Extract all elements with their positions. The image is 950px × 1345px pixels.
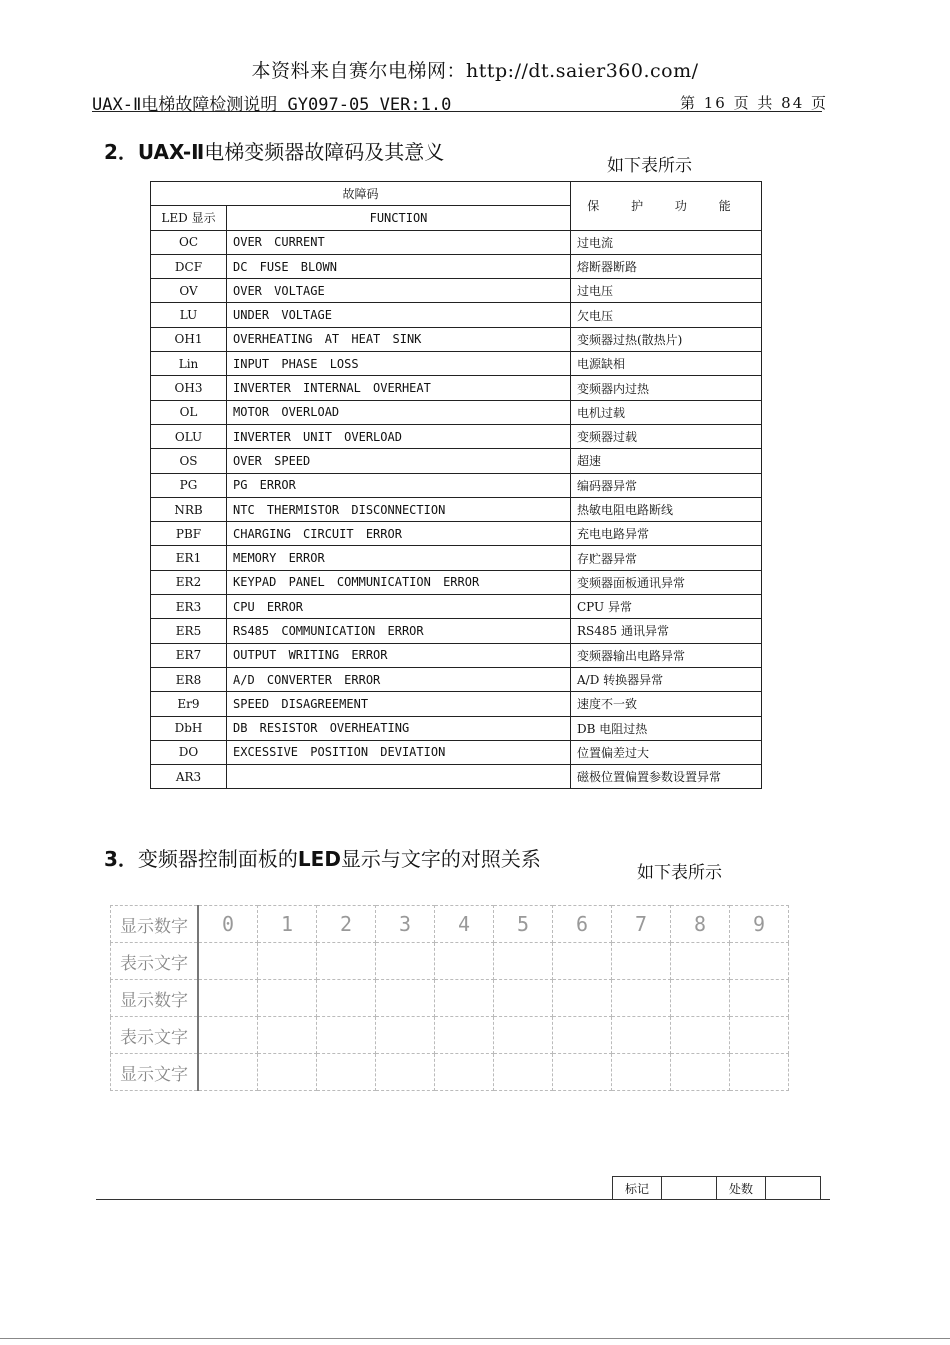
led-code: PG: [151, 473, 227, 497]
function-text: OVERHEATING AT HEAT SINK: [227, 327, 571, 351]
led-code: ER2: [151, 570, 227, 594]
led-map-cell: 7: [612, 906, 671, 943]
led-map-cell: [730, 943, 789, 980]
table-row: [151, 376, 762, 400]
led-code: AR3: [151, 765, 227, 789]
led-map-cell: [435, 943, 494, 980]
function-text: KEYPAD PANEL COMMUNICATION ERROR: [227, 570, 571, 594]
led-map-row: [111, 980, 789, 1017]
table-row: [151, 570, 762, 594]
mark-label: 标记: [613, 1177, 662, 1200]
header-rule: [92, 111, 822, 112]
led-map-row: [111, 943, 789, 980]
led-map-cell: [435, 1017, 494, 1054]
led-map-cell: [376, 1054, 435, 1091]
led-code: PBF: [151, 522, 227, 546]
protect-text: 变频器内过热: [571, 376, 762, 400]
led-map-row: [111, 906, 789, 943]
led-map-cell: [612, 943, 671, 980]
led-map-cell: [258, 943, 317, 980]
table-row: [151, 254, 762, 278]
function-text: RS485 COMMUNICATION ERROR: [227, 619, 571, 643]
function-text: DB RESISTOR OVERHEATING: [227, 716, 571, 740]
function-text: A/D CONVERTER ERROR: [227, 667, 571, 691]
led-map-cell: [317, 980, 376, 1017]
led-map-cell: [612, 1054, 671, 1091]
table-row: [151, 740, 762, 764]
protect-text: 编码器异常: [571, 473, 762, 497]
function-text: DC FUSE BLOWN: [227, 254, 571, 278]
protect-text: 存贮器异常: [571, 546, 762, 570]
protect-text: 超速: [571, 449, 762, 473]
function-header: FUNCTION: [227, 206, 571, 230]
function-text: SPEED DISAGREEMENT: [227, 692, 571, 716]
led-code: Er9: [151, 692, 227, 716]
led-map-cell: [258, 1054, 317, 1091]
led-map-cell: [258, 1017, 317, 1054]
document-title: UAX-Ⅱ电梯故障检测说明 GY097-05 VER:1.0: [92, 95, 452, 115]
table-row: [151, 303, 762, 327]
table-row: [151, 716, 762, 740]
led-map-cell: [553, 1054, 612, 1091]
led-code: Lin: [151, 352, 227, 376]
count-value: [766, 1177, 821, 1200]
led-map-row: [111, 1017, 789, 1054]
function-text: CHARGING CIRCUIT ERROR: [227, 522, 571, 546]
led-code: OL: [151, 400, 227, 424]
protect-text: 变频器过热(散热片): [571, 327, 762, 351]
led-map-cell: [198, 943, 258, 980]
led-map-cell: 2: [317, 906, 376, 943]
table-row: [151, 595, 762, 619]
section-2-note: 如下表所示: [607, 156, 692, 176]
table-row: [151, 327, 762, 351]
function-text: OVER VOLTAGE: [227, 279, 571, 303]
led-map-cell: [435, 1054, 494, 1091]
protect-text: 变频器面板通讯异常: [571, 570, 762, 594]
led-map-cell: [730, 980, 789, 1017]
led-map-cell: [198, 980, 258, 1017]
section-2-number: 2．: [104, 140, 138, 164]
count-label: 处数: [717, 1177, 766, 1200]
table-row: [151, 400, 762, 424]
protect-text: 位置偏差过大: [571, 740, 762, 764]
led-code: DbH: [151, 716, 227, 740]
protect-text: 速度不一致: [571, 692, 762, 716]
protect-header: 保 护 功 能: [571, 182, 762, 231]
led-map-cell: [317, 1054, 376, 1091]
source-line: 本资料来自赛尔电梯网：http://dt.saier360.com/: [251, 60, 699, 82]
table-row: [151, 352, 762, 376]
led-map-cell: [553, 943, 612, 980]
section-3-title-cn: 变频器控制面板的: [137, 847, 298, 871]
protect-text: RS485 通讯异常: [571, 619, 762, 643]
function-text: CPU ERROR: [227, 595, 571, 619]
led-map-cell: [730, 1054, 789, 1091]
led-map-cell: [198, 1017, 258, 1054]
protect-text: 过电压: [571, 279, 762, 303]
led-code: OS: [151, 449, 227, 473]
section-3-title: [104, 843, 541, 872]
led-map-cell: [258, 980, 317, 1017]
led-code: ER3: [151, 595, 227, 619]
table-row: [151, 765, 762, 789]
led-map-cell: [612, 1017, 671, 1054]
led-map-cell: 5: [494, 906, 553, 943]
led-map-cell: [671, 943, 730, 980]
protect-text: 电机过载: [571, 400, 762, 424]
led-map-cell: 0: [198, 906, 258, 943]
protect-text: CPU 异常: [571, 595, 762, 619]
function-text: [227, 765, 571, 789]
led-map-cell: [494, 1017, 553, 1054]
function-text: MOTOR OVERLOAD: [227, 400, 571, 424]
led-header: LED 显示: [151, 206, 227, 230]
section-2-title: [104, 136, 444, 165]
led-code: OLU: [151, 424, 227, 448]
protect-text: 变频器过载: [571, 424, 762, 448]
led-map-cell: [671, 1054, 730, 1091]
led-map-cell: [671, 980, 730, 1017]
led-map-row-label: 显示文字: [111, 1054, 199, 1091]
led-character-map: [110, 905, 789, 1091]
section-2-title-latin: UAX-Ⅱ: [137, 140, 205, 164]
section-2-title-cn: 电梯变频器故障码及其意义: [204, 140, 445, 164]
led-map-row-label: 表示文字: [111, 1017, 199, 1054]
function-text: OVER SPEED: [227, 449, 571, 473]
led-code: NRB: [151, 497, 227, 521]
led-map-cell: 3: [376, 906, 435, 943]
function-text: INVERTER INTERNAL OVERHEAT: [227, 376, 571, 400]
protect-text: 变频器输出电路异常: [571, 643, 762, 667]
section-3-title-cn2: 显示与文字的对照关系: [340, 847, 541, 871]
led-code: LU: [151, 303, 227, 327]
led-code: ER8: [151, 667, 227, 691]
led-map-cell: [376, 1017, 435, 1054]
led-map-cell: [317, 1017, 376, 1054]
function-text: PG ERROR: [227, 473, 571, 497]
led-map-cell: [730, 1017, 789, 1054]
led-code: OC: [151, 230, 227, 254]
table-row: [151, 643, 762, 667]
led-code: OH3: [151, 376, 227, 400]
protect-text: A/D 转换器异常: [571, 667, 762, 691]
protect-text: DB 电阻过热: [571, 716, 762, 740]
led-map-cell: [494, 1054, 553, 1091]
group-header: 故障码: [151, 182, 571, 206]
function-text: MEMORY ERROR: [227, 546, 571, 570]
led-code: OV: [151, 279, 227, 303]
table-row: [151, 667, 762, 691]
function-text: INPUT PHASE LOSS: [227, 352, 571, 376]
table-row: [151, 497, 762, 521]
table-row: [151, 619, 762, 643]
bottom-rule: [0, 1338, 950, 1339]
table-header-row: [151, 182, 762, 206]
protect-text: 磁极位置偏置参数设置异常: [571, 765, 762, 789]
section-3-note: 如下表所示: [637, 863, 722, 883]
protect-text: 熔断器断路: [571, 254, 762, 278]
function-text: OVER CURRENT: [227, 230, 571, 254]
protect-text: 充电电路异常: [571, 522, 762, 546]
led-code: ER7: [151, 643, 227, 667]
table-row: [151, 473, 762, 497]
led-map-cell: [376, 980, 435, 1017]
function-text: UNDER VOLTAGE: [227, 303, 571, 327]
protect-text: 欠电压: [571, 303, 762, 327]
protect-text: 热敏电阻电路断线: [571, 497, 762, 521]
table-row: [151, 449, 762, 473]
function-text: OUTPUT WRITING ERROR: [227, 643, 571, 667]
led-map-cell: [198, 1054, 258, 1091]
led-map-cell: 1: [258, 906, 317, 943]
led-map-cell: [671, 1017, 730, 1054]
led-code: DCF: [151, 254, 227, 278]
led-map-cell: [435, 980, 494, 1017]
table-row: [151, 279, 762, 303]
fault-code-table: [150, 181, 762, 789]
led-map-cell: 6: [553, 906, 612, 943]
led-map-cell: [494, 943, 553, 980]
led-map-row-label: 显示数字: [111, 980, 199, 1017]
function-text: EXCESSIVE POSITION DEVIATION: [227, 740, 571, 764]
led-map-row-label: 表示文字: [111, 943, 199, 980]
led-map-cell: 9: [730, 906, 789, 943]
led-map-cell: [553, 1017, 612, 1054]
function-text: NTC THERMISTOR DISCONNECTION: [227, 497, 571, 521]
led-code: OH1: [151, 327, 227, 351]
function-text: INVERTER UNIT OVERLOAD: [227, 424, 571, 448]
led-map-cell: 8: [671, 906, 730, 943]
led-map-cell: [553, 980, 612, 1017]
table-row: [151, 424, 762, 448]
led-code: DO: [151, 740, 227, 764]
led-map-cell: [317, 943, 376, 980]
mark-value: [662, 1177, 717, 1200]
led-code: ER1: [151, 546, 227, 570]
led-map-row-label: 显示数字: [111, 906, 199, 943]
protect-text: 电源缺相: [571, 352, 762, 376]
led-map-cell: [376, 943, 435, 980]
table-row: [151, 692, 762, 716]
table-row: [151, 230, 762, 254]
led-map-row: [111, 1054, 789, 1091]
led-code: ER5: [151, 619, 227, 643]
section-3-title-latin: LED: [297, 847, 341, 871]
led-map-cell: 4: [435, 906, 494, 943]
table-row: [151, 546, 762, 570]
protect-text: 过电流: [571, 230, 762, 254]
page-number: 第 16 页 共 84 页: [680, 94, 829, 112]
table-row: [151, 522, 762, 546]
led-map-cell: [612, 980, 671, 1017]
led-map-cell: [494, 980, 553, 1017]
section-3-number: 3．: [104, 847, 138, 871]
revision-box: [612, 1176, 821, 1200]
